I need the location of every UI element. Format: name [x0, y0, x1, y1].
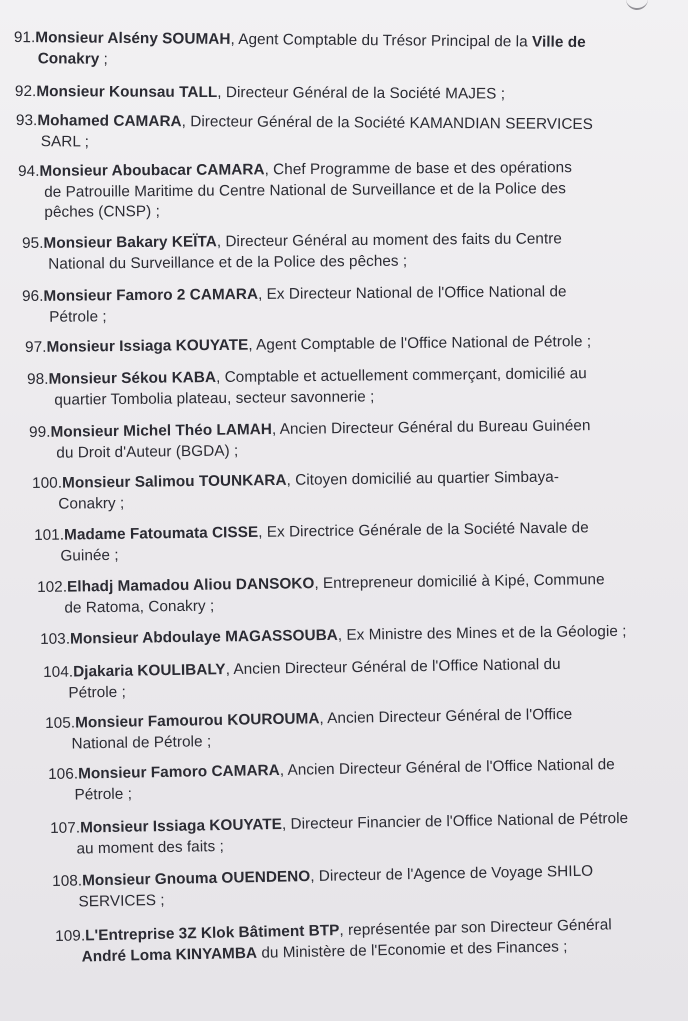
list-item: 103.Monsieur Abdoulaye MAGASSOUBA, Ex Ministre des Mines et de la Géologie ; — [40, 622, 627, 648]
list-item: 97.Monsieur Issiaga KOUYATE, Agent Comptable de l'Office National de Pétrole ; — [25, 333, 592, 356]
list-item: 105.Monsieur Famourou KOUROUMA, Ancien Directeur Général de l'Office National de Pétrole ; — [45, 705, 573, 753]
list-item: 99.Monsieur Michel Théo LAMAH, Ancien Directeur Général du Bureau Guinéen du Droit d'Auteur (BGDA) ; — [29, 417, 591, 462]
list-item: 107.Monsieur Issiaga KOUYATE, Directeur Financier de l'Office National de Pétrole au moment des faits ; — [50, 809, 629, 858]
list-item: 106.Monsieur Famoro CAMARA, Ancien Directeur Général de l'Office National de Pétrole ; — [48, 756, 615, 804]
list-item: 95.Monsieur Bakary KEÏTA, Directeur Général au moment des faits du Centre National du Surveillance et de la Police des pêches ; — [22, 230, 562, 273]
list-item: 101.Madame Fatoumata CISSE, Ex Directrice Générale de la Société Navale de Guinée ; — [34, 519, 589, 565]
list-item: 100.Monsieur Salimou TOUNKARA, Citoyen domicilié au quartier Simbaya- Conakry ; — [32, 468, 560, 513]
list-item: 93.Mohamed CAMARA, Directeur Général de la Société KAMANDIAN SEERVICES SARL ; — [15, 111, 594, 151]
list-item: 91.Monsieur Alsény SOUMAH, Agent Comptable du Trésor Principal de la Ville de Conakry ; — [13, 28, 586, 68]
list-item: 96.Monsieur Famoro 2 CAMARA, Ex Directeur National de l'Office National de Pétrole ; — [22, 283, 567, 326]
list-item: 104.Djakaria KOULIBALY, Ancien Directeur Général de l'Office National du Pétrole ; — [43, 655, 561, 702]
list-item: 109.L'Entreprise 3Z Klok Bâtiment BTP, représentée par son Directeur Général André Loma KINYAMBA du Ministère de l'Economie et des Finances ; — [55, 916, 612, 965]
list-item: 92.Monsieur Kounsau TALL, Directeur Général de la Société MAJES ; — [14, 82, 506, 103]
pen-mark — [626, 0, 648, 10]
list-item: 94.Monsieur Aboubacar CAMARA, Chef Programme de base et des opérations de Patrouille Maritime du Centre National de Surveillance et de la Police des pêches (CNSP) ; — [18, 159, 572, 221]
list-item: 102.Elhadj Mamadou Aliou DANSOKO, Entrepreneur domicilié à Kipé, Commune de Ratoma, Conakry ; — [37, 571, 605, 617]
list-item: 98.Monsieur Sékou KABA, Comptable et actuellement commerçant, domicilié au quartier Tombolia plateau, secteur savonnerie ; — [27, 365, 587, 409]
list-item: 108.Monsieur Gnouma OUENDENO, Directeur de l'Agence de Voyage SHILO SERVICES ; — [52, 862, 594, 910]
